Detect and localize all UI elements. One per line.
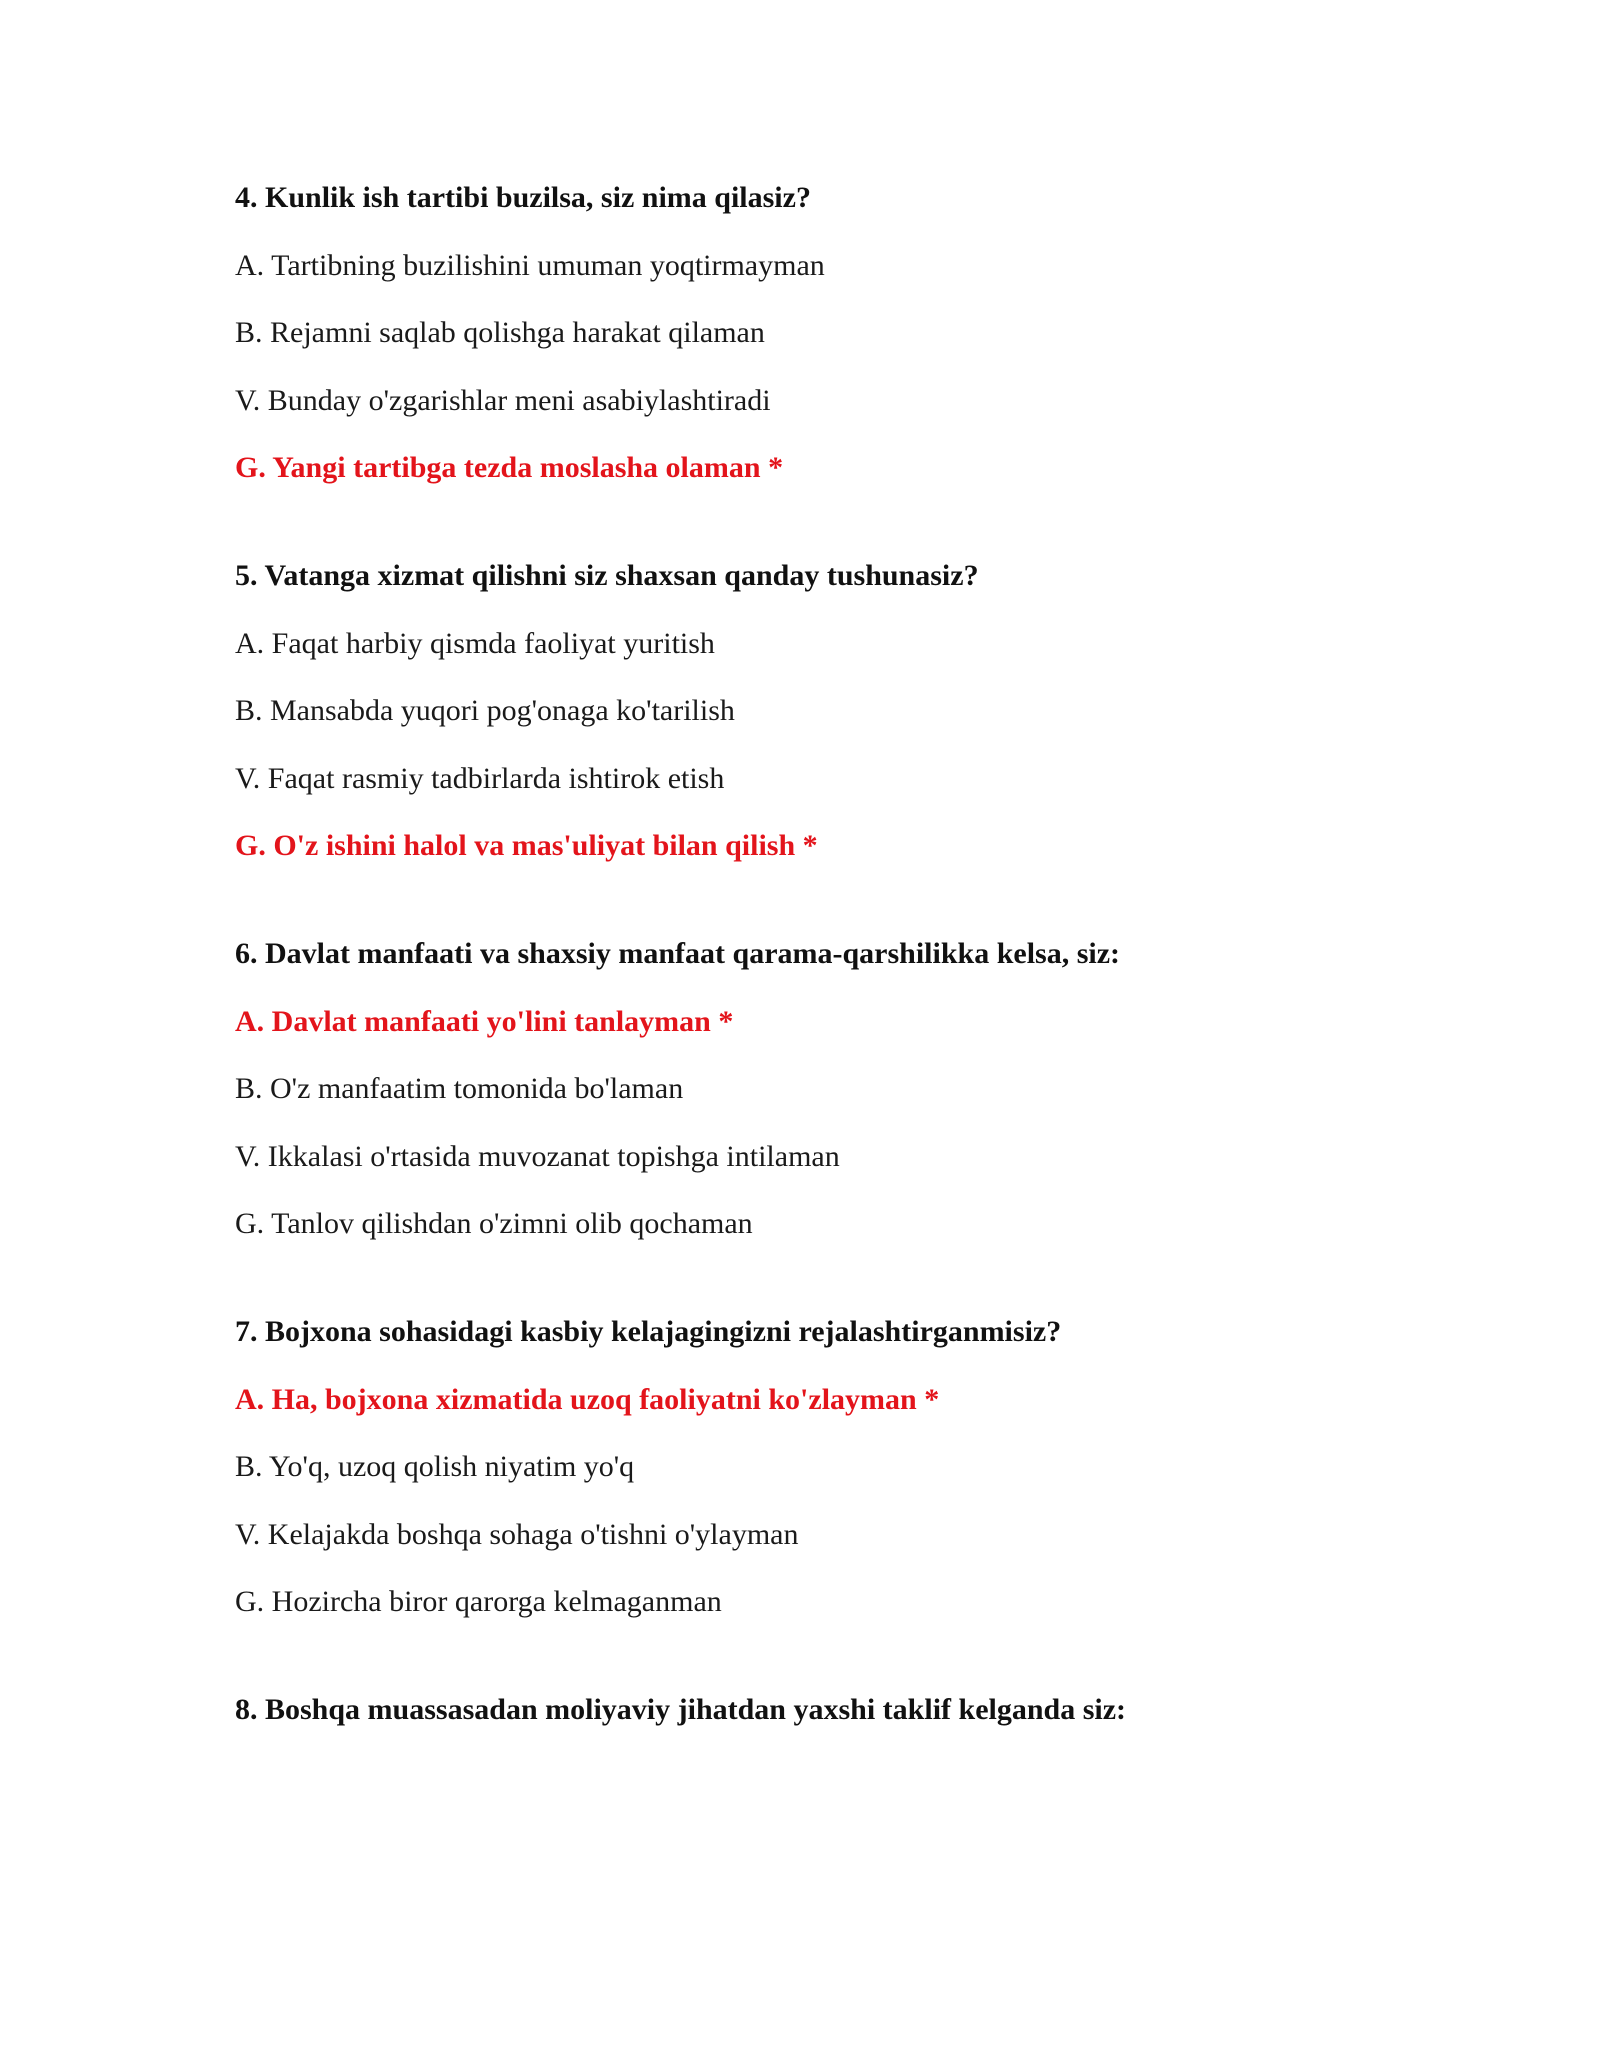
answer-option: V. Bunday o'zgarishlar meni asabiylashtiradi	[235, 383, 771, 417]
answer-option: A. Davlat manfaati yo'lini tanlayman *	[235, 1004, 734, 1038]
answer-option: B. Rejamni saqlab qolishga harakat qilaman	[235, 316, 765, 349]
answer-option: B. Mansabda yuqori pog'onaga ko'tarilish	[235, 694, 735, 727]
answer-option: V. Faqat rasmiy tadbirlarda ishtirok etish	[235, 761, 725, 795]
question-block	[235, 1690, 1435, 1730]
question-block	[235, 178, 1435, 488]
answer-option: G. Yangi tartibga tezda moslasha olaman *	[235, 451, 784, 484]
answer-option: B. Yo'q, uzoq qolish niyatim yo'q	[235, 1450, 635, 1483]
answer-option: V. Ikkalasi o'rtasida muvozanat topishga intilaman	[235, 1139, 840, 1173]
answer-option: G. Tanlov qilishdan o'zimni olib qochaman	[235, 1207, 753, 1240]
question-block	[235, 934, 1435, 1244]
question-block	[235, 1312, 1435, 1622]
answer-option: V. Kelajakda boshqa sohaga o'tishni o'ylayman	[235, 1517, 799, 1551]
document-page	[235, 178, 1435, 1798]
answer-option: A. Faqat harbiy qismda faoliyat yuritish	[235, 626, 715, 660]
answer-option: G. O'z ishini halol va mas'uliyat bilan qilish *	[235, 829, 818, 862]
answer-option: A. Ha, bojxona xizmatida uzoq faoliyatni ko'zlayman *	[235, 1382, 940, 1416]
question-title: 7. Bojxona sohasidagi kasbiy kelajagingizni rejalashtirganmisiz?	[235, 1315, 1062, 1348]
question-title: 4. Kunlik ish tartibi buzilsa, siz nima qilasiz?	[235, 181, 811, 214]
question-title: 6. Davlat manfaati va shaxsiy manfaat qarama-qarshilikka kelsa, siz:	[235, 937, 1121, 970]
answer-option: B. O'z manfaatim tomonida bo'laman	[235, 1072, 684, 1105]
question-title: 8. Boshqa muassasadan moliyaviy jihatdan yaxshi taklif kelganda siz:	[235, 1693, 1127, 1726]
answer-option: A. Tartibning buzilishini umuman yoqtirmayman	[235, 248, 825, 282]
question-title: 5. Vatanga xizmat qilishni siz shaxsan qanday tushunasiz?	[235, 559, 979, 592]
answer-option: G. Hozircha biror qarorga kelmaganman	[235, 1585, 722, 1618]
question-block	[235, 556, 1435, 866]
